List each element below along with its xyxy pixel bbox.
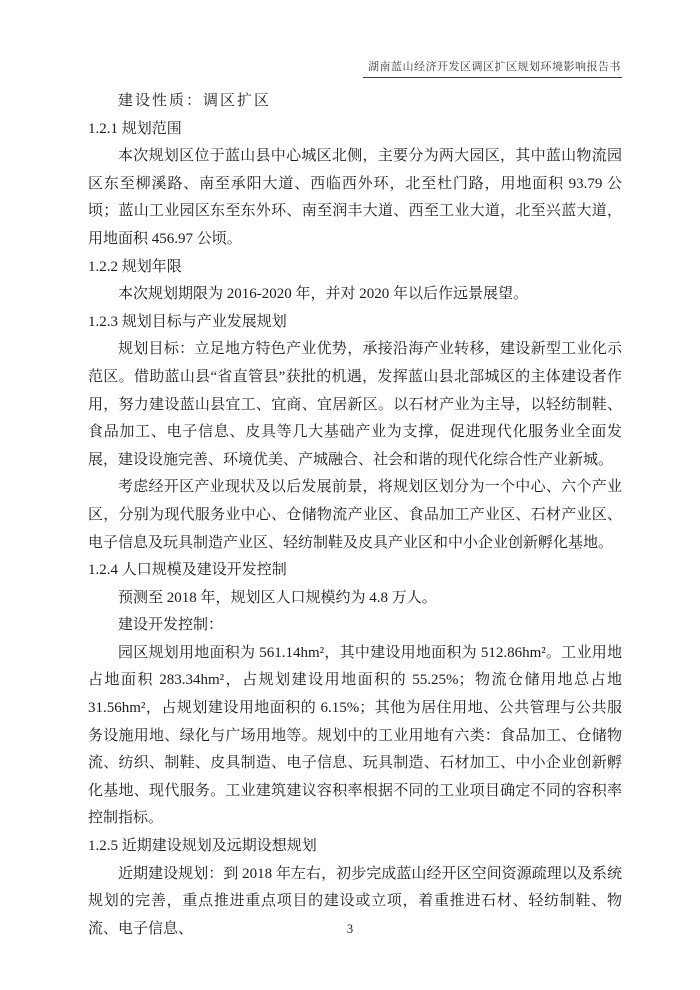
section-heading-1-2-4: 1.2.4 人口规模及建设开发控制 [88, 562, 287, 579]
section-heading-1-2-1: 1.2.1 规划范围 [88, 120, 182, 137]
section-heading-1-2-2: 1.2.2 规划年限 [88, 258, 182, 275]
industry-zones-paragraph: 考虑经开区产业现状及以后发展前景，将规划区划分为一个中心、六个产业区，分别为现代服务业中心、仓储物流产业区、食品加工产业区、石材产业区、电子信息及玩具制造产业区、轻纺制鞋及皮具产业区和中小企业创新孵化基地。 [88, 479, 622, 551]
population-forecast-paragraph: 预测至 2018 年，规划区人口规模约为 4.8 万人。 [118, 589, 437, 606]
near-term-plan-paragraph: 近期建设规划：到 2018 年左右，初步完成蓝山经开区空间资源疏理以及系统规划的完善，重点推进重点项目的建设或立项，着重推进石材、轻纺制鞋、物流、电子信息、 [88, 865, 622, 937]
land-use-statistics-paragraph: 园区规划用地面积为 561.14hm²，其中建设用地面积为 512.86hm²。工业用地占地面积 283.34hm²，占规划建设用地面积的 55.25%；物流仓储用地总占地 31.56hm²，占规划建设用地面积的 6.15%；其他为居住用地、公共管理与公共服务设施用地、绿化与广场用地等。规划中的工业用地有六类：食品加工、仓储物流、纺织、制鞋、皮具制造、电子信息、玩具制造、石材加工、中小企业创新孵化基地、现代服务。工业建筑建议容积率根据不同的工业项目确定不同的容积率控制指标。 [88, 644, 622, 827]
page-number: 3 [346, 922, 354, 936]
planning-period-paragraph: 本次规划期限为 2016-2020 年，并对 2020 年以后作远景展望。 [118, 286, 528, 303]
development-control-label: 建设开发控制： [118, 617, 224, 634]
planning-goal-paragraph: 规划目标：立足地方特色产业优势，承接沿海产业转移，建设新型工业化示范区。借助蓝山县“省直管县”获批的机遇，发挥蓝山县北部城区的主体建设者作用，努力建设蓝山县宜工、宜商、宜居新区。以石材产业为主导，以轻纺制鞋、食品加工、电子信息、皮具等几大基础产业为支撑，促进现代化服务业全面发展，建设设施完善、环境优美、产城融合、社会和谐的现代化综合性产业新城。 [88, 341, 622, 468]
section-heading-1-2-3: 1.2.3 规划目标与产业发展规划 [88, 313, 287, 330]
header-running-title: 湖南蓝山经济开发区调区扩区规划环境影响报告书 [363, 60, 622, 78]
page-footer [0, 922, 700, 937]
page-header [88, 57, 622, 78]
planning-scope-paragraph: 本次规划区位于蓝山县中心城区北侧，主要分为两大园区，其中蓝山物流园区东至柳溪路、南至承阳大道、西临西外环，北至杜门路，用地面积 93.79 公顷；蓝山工业园区东至东外环、南至润丰大道、西至工业大道，北至兴蓝大道，用地面积 456.97 公顷。 [88, 148, 622, 247]
document-content [88, 88, 622, 943]
section-heading-1-2-5: 1.2.5 近期建设规划及远期设想规划 [88, 838, 317, 855]
construction-nature-line: 建设性质：调区扩区 [118, 93, 272, 109]
